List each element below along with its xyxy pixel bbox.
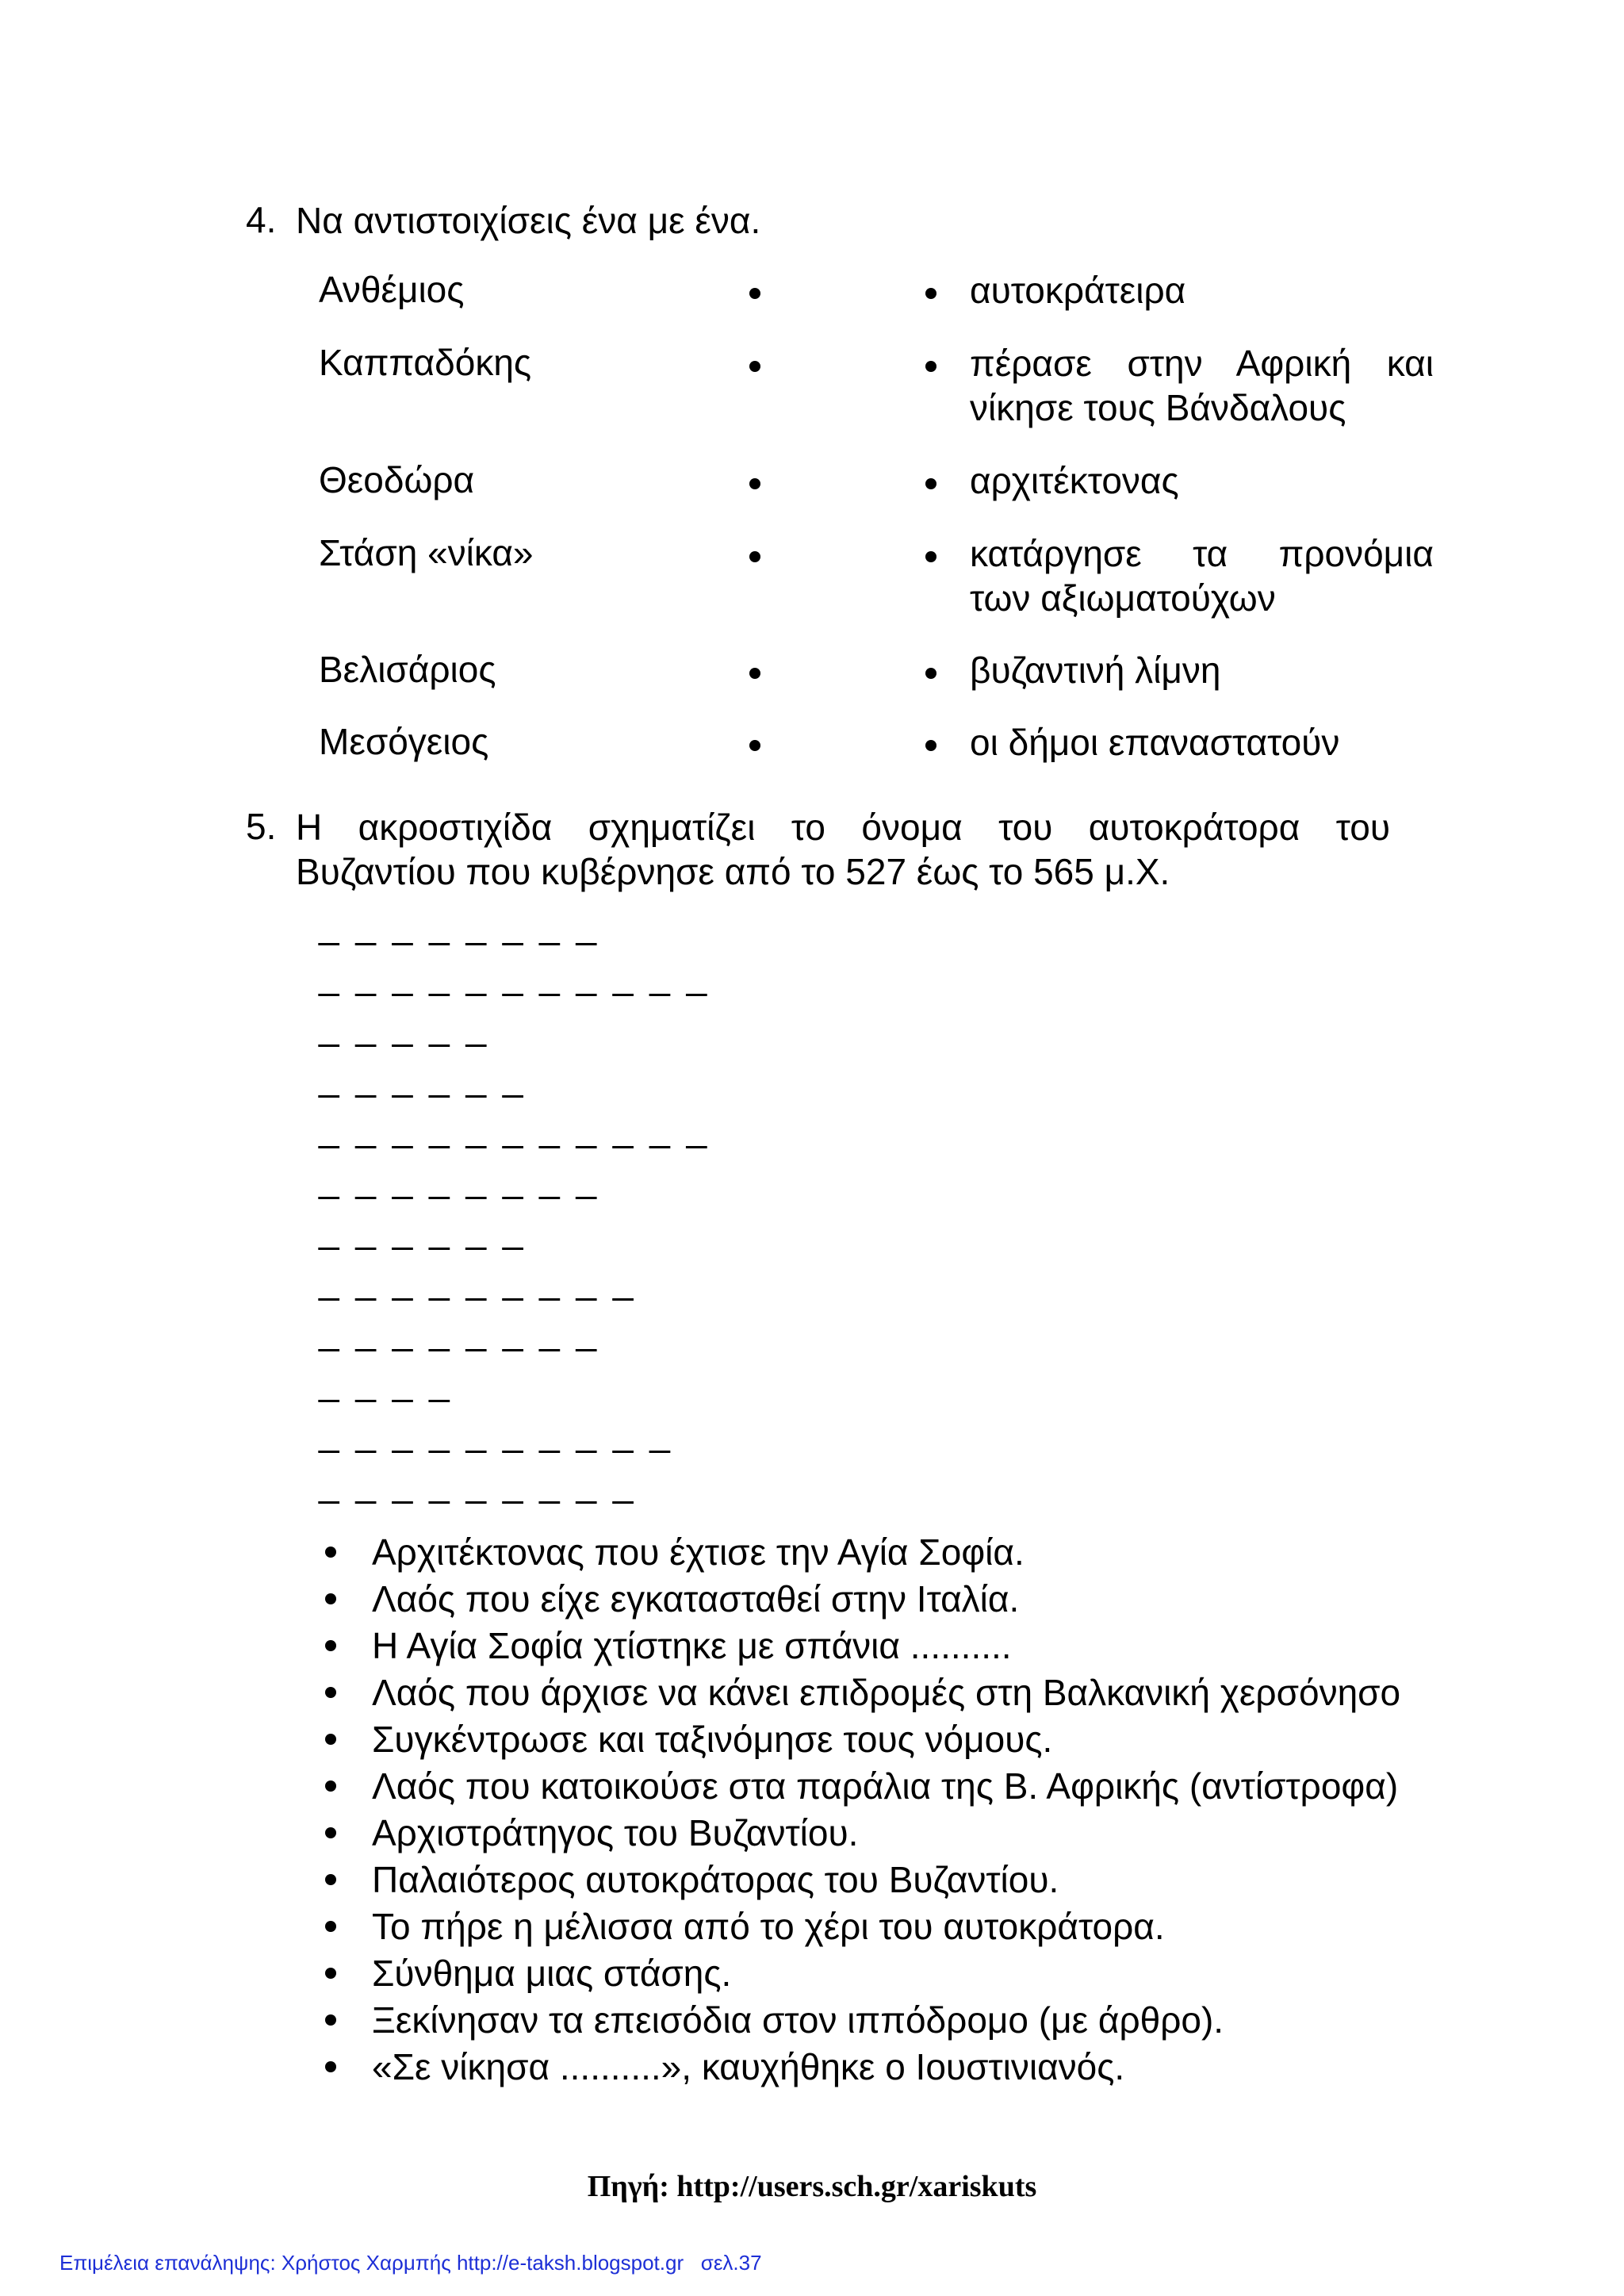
bullet-icon (325, 1547, 336, 1558)
matching-right-dot[interactable] (925, 361, 936, 372)
matching-right-line: αυτοκράτειρα (970, 270, 1186, 311)
clue-item (325, 1999, 1224, 2041)
clue-text: Παλαιότερος αυτοκράτορας του Βυζαντίου. (372, 1859, 1059, 1900)
clue-text: Αρχιστράτηγος του Βυζαντίου. (372, 1812, 859, 1853)
bullet-icon (325, 1780, 336, 1792)
acrostic-row[interactable]: _ _ _ _ _ _ _ _ _ (319, 1463, 637, 1504)
matching-right-item (970, 268, 1434, 312)
bullet-icon (325, 1921, 336, 1932)
exercise-5-number: 5. (246, 806, 277, 847)
matching-left-dot[interactable] (749, 668, 760, 679)
acrostic-row[interactable]: _ _ _ _ _ _ _ _ _ _ _ (319, 956, 710, 997)
acrostic-row[interactable]: _ _ _ _ _ _ _ _ _ _ _ (319, 1108, 710, 1149)
matching-left-item: Καππαδόκης (319, 342, 532, 383)
acrostic-row[interactable]: _ _ _ _ _ _ _ _ (319, 1159, 600, 1200)
clue-item (325, 1577, 1019, 1620)
matching-left-dot[interactable] (749, 288, 760, 299)
matching-left-item: Στάση «νίκα» (319, 532, 534, 573)
matching-left-dot[interactable] (749, 478, 760, 489)
bullet-icon (325, 1968, 336, 1979)
clue-item (325, 1858, 1059, 1901)
clue-item (325, 2045, 1124, 2088)
clue-item (325, 1905, 1165, 1948)
matching-right-line: κατάργησε τα προνόμια (970, 533, 1434, 574)
clue-text: Λαός που άρχισε να κάνει επιδρομές στη Βαλκανική χερσόνησο (372, 1672, 1401, 1713)
bullet-icon (325, 1827, 336, 1838)
bullet-icon (325, 1874, 336, 1885)
clue-text: Η Αγία Σοφία χτίστηκε με σπάνια .......... (372, 1625, 1012, 1666)
matching-right-item (970, 531, 1434, 620)
matching-right-dot[interactable] (925, 668, 936, 679)
exercise-5-title (296, 805, 1390, 894)
clue-text: Αρχιτέκτονας που έχτισε την Αγία Σοφία. (372, 1531, 1025, 1573)
matching-right-item (970, 648, 1434, 692)
matching-right-line: βυζαντινή λίμνη (970, 650, 1221, 691)
page-footer: Επιμέλεια επανάληψης: Χρήστος Χαρμπής http://e-taksh.blogspot.gr σελ.37 (59, 2251, 762, 2275)
clue-item (325, 1531, 1025, 1573)
bullet-icon (325, 2061, 336, 2072)
matching-left-item: Μεσόγειος (319, 721, 489, 762)
bullet-icon (325, 1734, 336, 1745)
matching-right-item (970, 720, 1434, 765)
matching-right-dot[interactable] (925, 288, 936, 299)
matching-right-item (970, 341, 1434, 430)
bullet-icon (325, 1687, 336, 1698)
acrostic-row[interactable]: _ _ _ _ _ _ (319, 1209, 527, 1251)
matching-left-item: Θεοδώρα (319, 459, 475, 500)
exercise-4-number: 4. (246, 199, 277, 240)
acrostic-row[interactable]: _ _ _ _ _ _ _ _ (319, 905, 600, 946)
bullet-icon (325, 2014, 336, 2026)
matching-left-item: Ανθέμιος (319, 269, 465, 310)
clue-item (325, 1624, 1012, 1667)
clue-text: Το πήρε η μέλισσα από το χέρι του αυτοκράτορα. (372, 1906, 1165, 1947)
acrostic-row[interactable]: _ _ _ _ _ (319, 1006, 490, 1048)
clue-item (325, 1718, 1052, 1761)
matching-left-item: Βελισάριος (319, 649, 496, 690)
clue-text: «Σε νίκησα ..........», καυχήθηκε ο Ιουστινιανός. (372, 2046, 1125, 2087)
matching-right-dot[interactable] (925, 551, 936, 562)
clue-item (325, 1811, 858, 1854)
matching-right-line: αρχιτέκτονας (970, 460, 1179, 501)
exercise-4-title: Να αντιστοιχίσεις ένα με ένα. (296, 200, 761, 241)
clue-text: Λαός που είχε εγκατασταθεί στην Ιταλία. (372, 1578, 1020, 1619)
matching-right-dot[interactable] (925, 740, 936, 751)
acrostic-row[interactable]: _ _ _ _ _ _ _ _ (319, 1311, 600, 1352)
clue-item (325, 1765, 1398, 1807)
matching-right-line: νίκησε τους Βάνδαλους (970, 387, 1346, 428)
matching-right-line: οι δήμοι επαναστατούν (970, 722, 1340, 763)
acrostic-row[interactable]: _ _ _ _ _ _ _ _ _ (319, 1260, 637, 1301)
clue-item (325, 1952, 731, 1995)
matching-right-line: πέρασε στην Αφρική και (970, 343, 1434, 384)
matching-left-dot[interactable] (749, 551, 760, 562)
clue-text: Σύνθημα μιας στάσης. (372, 1953, 732, 1994)
matching-right-item (970, 458, 1434, 503)
clue-item (325, 1671, 1400, 1714)
clue-text: Ξεκίνησαν τα επεισόδια στον ιππόδρομο (με άρθρο). (372, 1999, 1224, 2041)
matching-right-line: των αξιωματούχων (970, 577, 1276, 619)
bullet-icon (325, 1640, 336, 1651)
acrostic-row[interactable]: _ _ _ _ _ _ _ _ _ _ (319, 1412, 673, 1454)
clue-text: Λαός που κατοικούσε στα παράλια της Β. Αφρικής (αντίστροφα) (372, 1765, 1399, 1807)
matching-left-dot[interactable] (749, 740, 760, 751)
clue-text: Συγκέντρωσε και ταξινόμησε τους νόμους. (372, 1719, 1053, 1760)
source-citation: Πηγή: http://users.sch.gr/xariskuts (587, 2170, 1037, 2203)
matching-left-dot[interactable] (749, 361, 760, 372)
exercise-5-title-line: Βυζαντίου που κυβέρνησε από το 527 έως το 565 μ.Χ. (296, 851, 1170, 892)
bullet-icon (325, 1593, 336, 1604)
acrostic-row[interactable]: _ _ _ _ _ _ (319, 1057, 527, 1098)
matching-right-dot[interactable] (925, 478, 936, 489)
exercise-5-title-line: Η ακροστιχίδα σχηματίζει το όνομα του αυτοκράτορα του (296, 807, 1390, 848)
acrostic-row[interactable]: _ _ _ _ (319, 1362, 453, 1403)
